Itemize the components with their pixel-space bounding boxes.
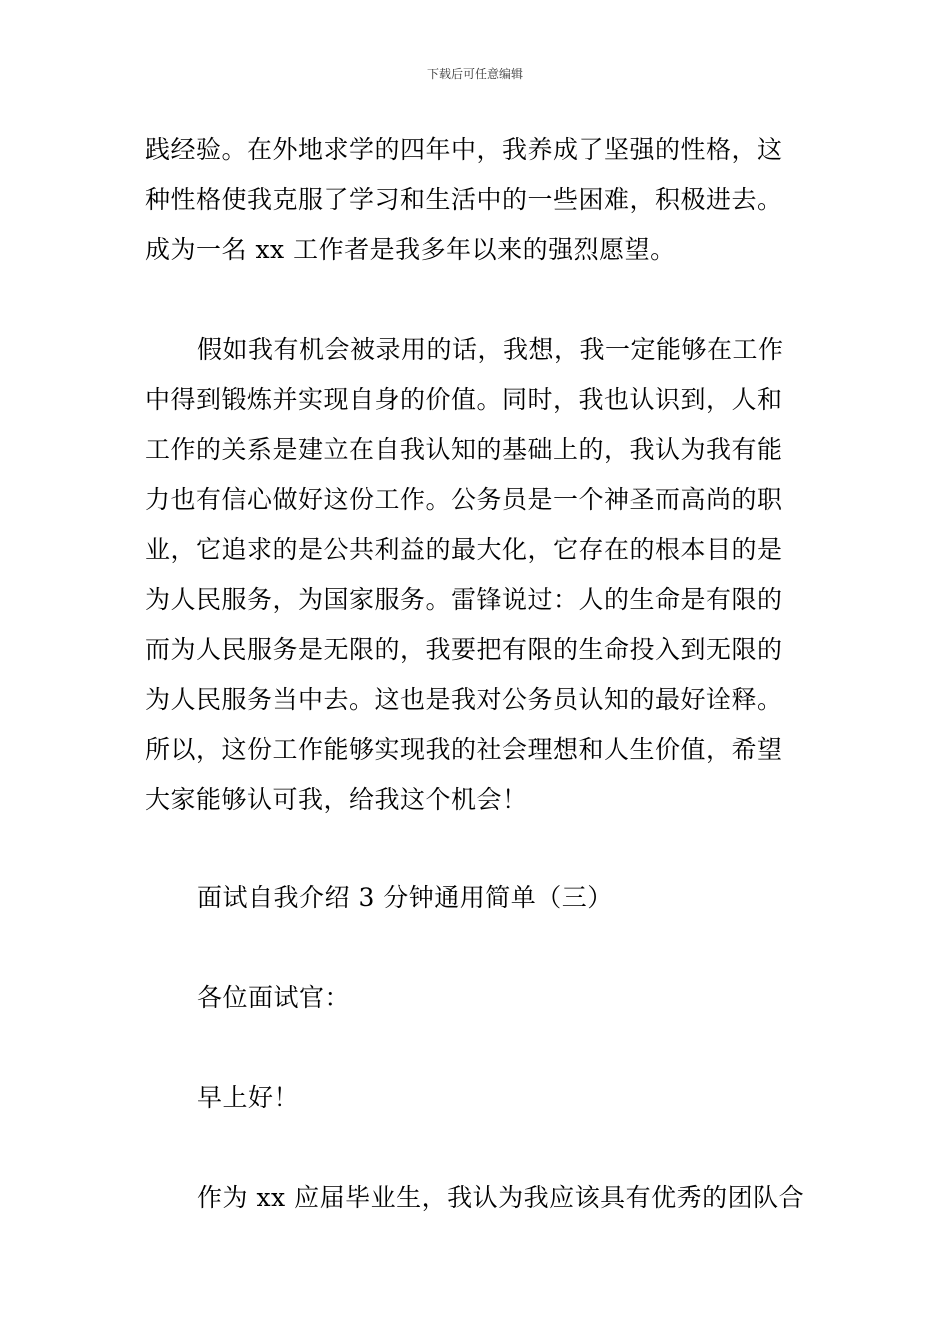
- section-title: 面试自我介绍 3 分钟通用简单（三）: [197, 883, 613, 912]
- page-header: 下载后可任意编辑: [426, 67, 523, 81]
- paragraph-line: 大家能够认可我，给我这个机会！: [145, 785, 528, 814]
- morning-greeting: 早上好！: [197, 1083, 300, 1112]
- paragraph-line: 而为人民服务是无限的，我要把有限的生命投入到无限的: [145, 635, 783, 664]
- paragraph-line: 成为一名 xx 工作者是我多年以来的强烈愿望。: [145, 235, 676, 264]
- paragraph-line: 践经验。在外地求学的四年中，我养成了坚强的性格，这: [145, 135, 783, 164]
- paragraph-line: 种性格使我克服了学习和生活中的一些困难，积极进去。: [145, 185, 783, 214]
- paragraph-3-line: 作为 xx 应届毕业生，我认为我应该具有优秀的团队合: [197, 1183, 805, 1212]
- paragraph-line: 工作的关系是建立在自我认知的基础上的，我认为我有能: [145, 435, 783, 464]
- paragraph-line: 中得到锻炼并实现自身的价值。同时，我也认识到，人和: [145, 385, 783, 414]
- paragraph-line: 力也有信心做好这份工作。公务员是一个神圣而高尚的职: [145, 485, 783, 514]
- paragraph-line: 为人民服务当中去。这也是我对公务员认知的最好诠释。: [145, 685, 783, 714]
- paragraph-line: 假如我有机会被录用的话，我想，我一定能够在工作: [197, 335, 784, 364]
- paragraph-line: 业，它追求的是公共利益的最大化，它存在的根本目的是: [145, 535, 783, 564]
- paragraph-line: 为人民服务，为国家服务。雷锋说过：人的生命是有限的: [145, 585, 783, 614]
- greeting: 各位面试官：: [197, 983, 351, 1012]
- paragraph-line: 所以，这份工作能够实现我的社会理想和人生价值，希望: [145, 735, 783, 764]
